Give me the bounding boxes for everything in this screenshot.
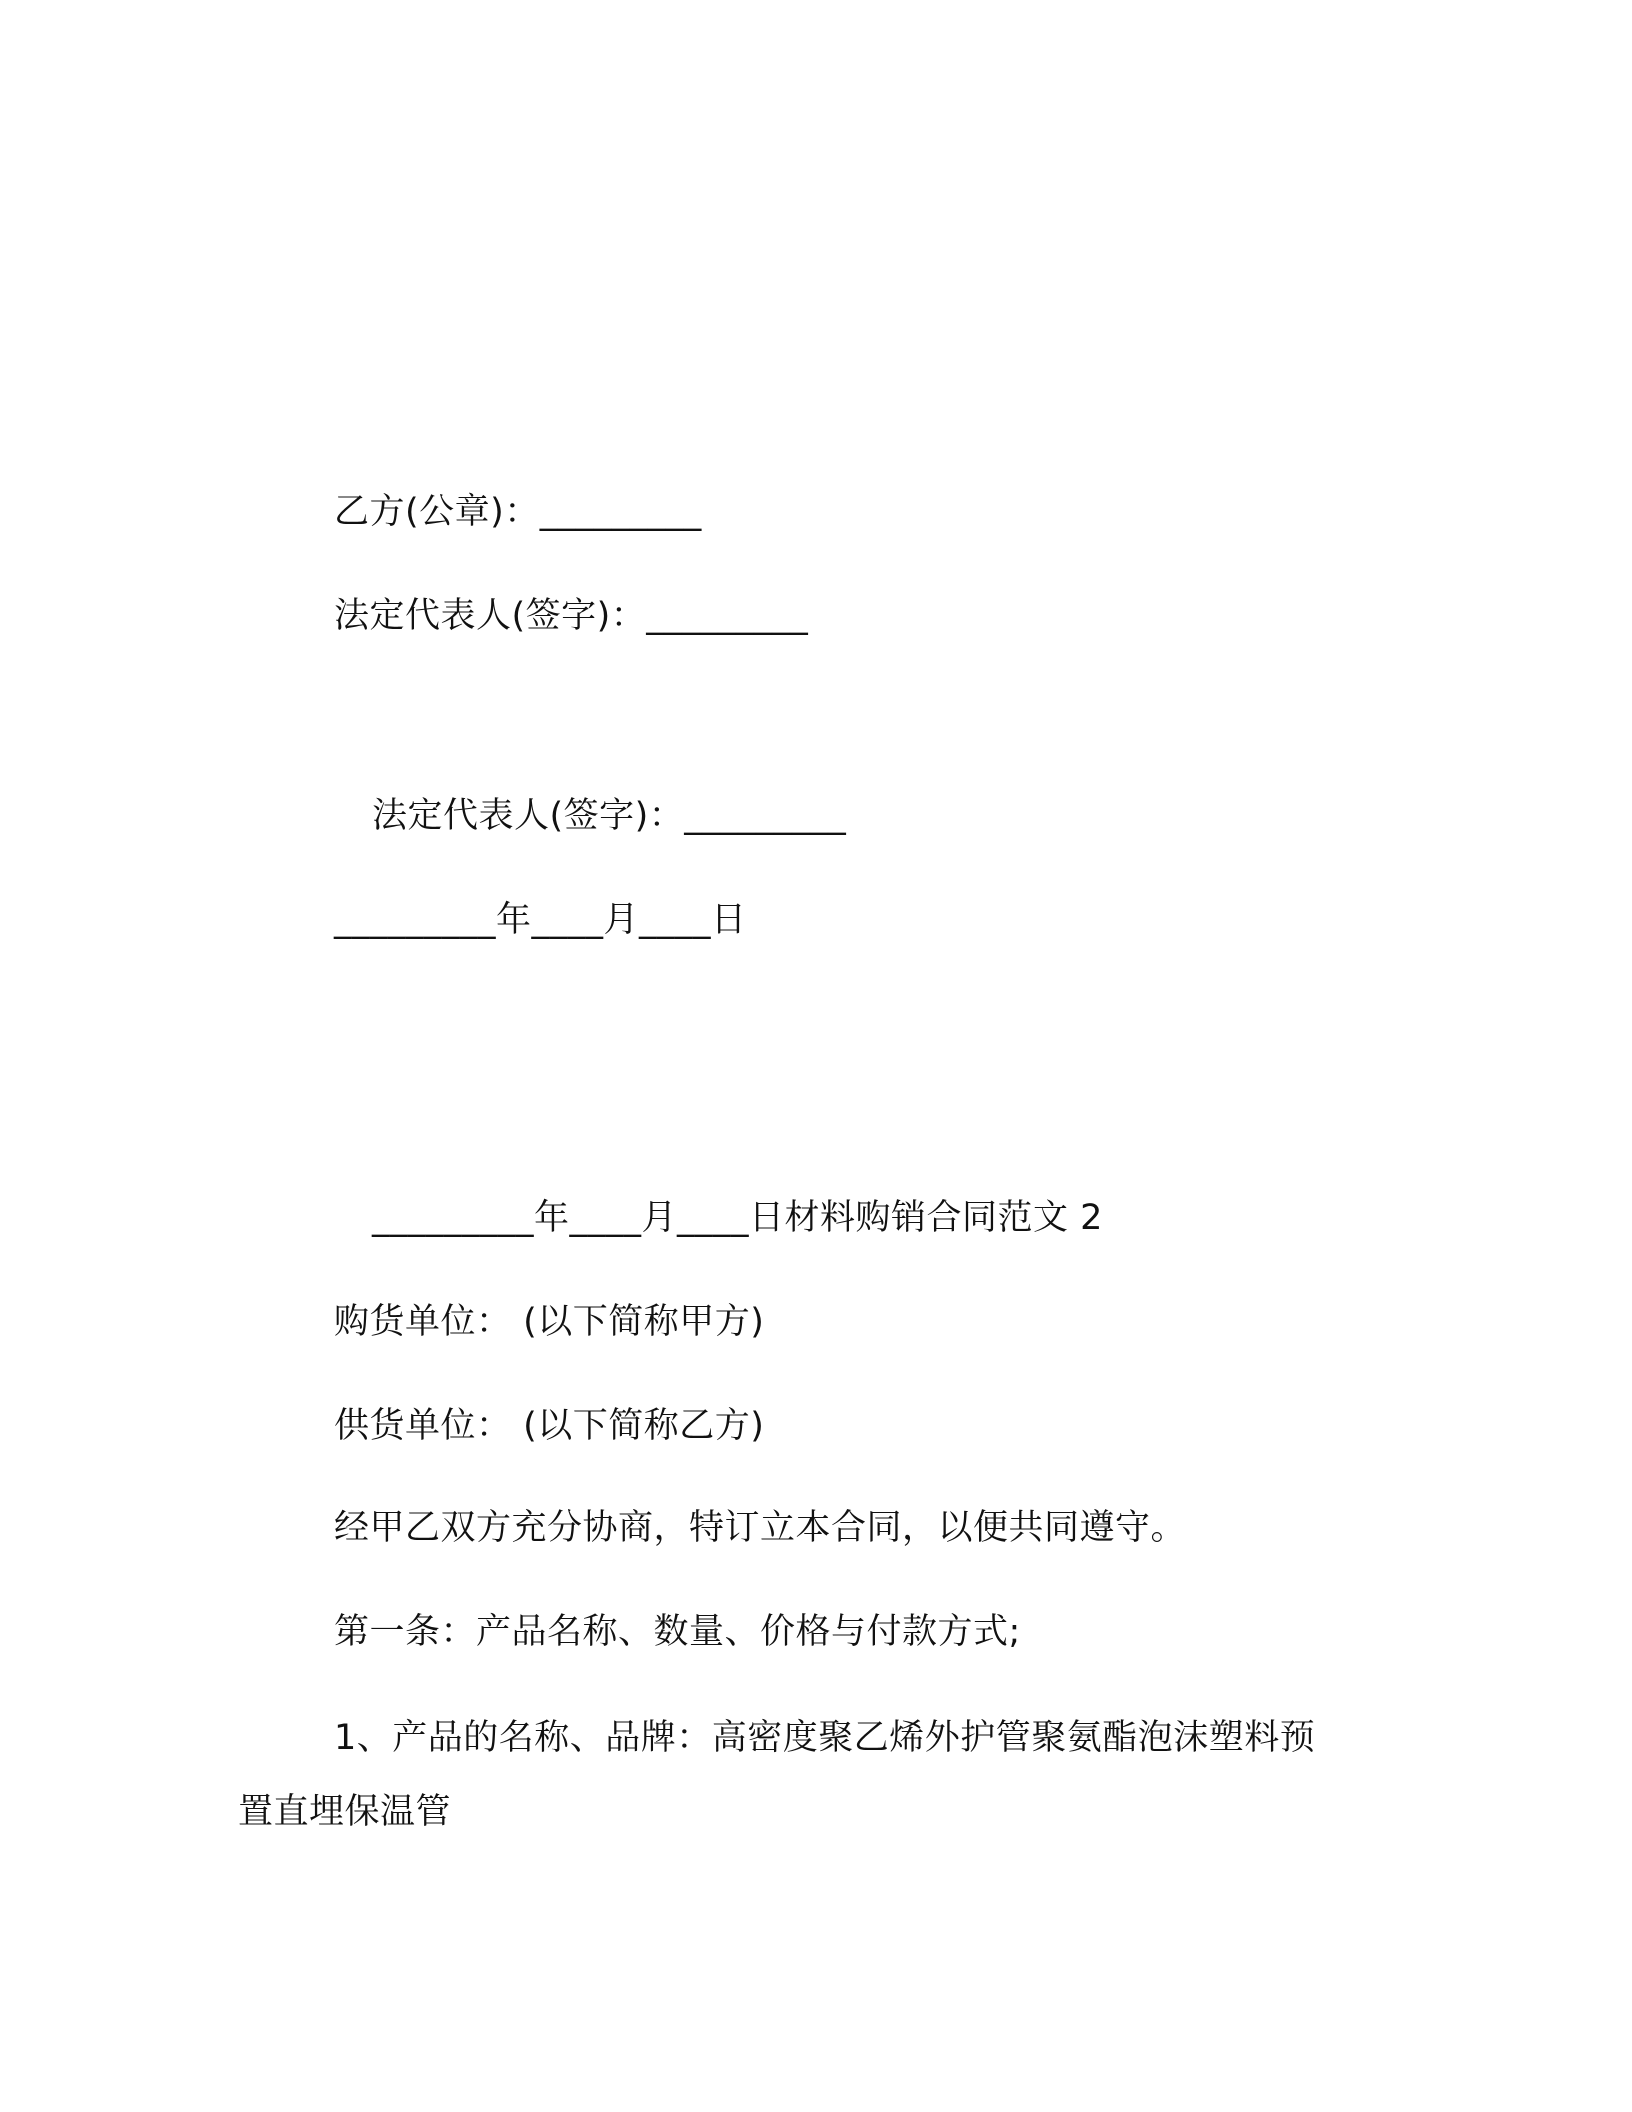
contract-title-line: _________年____月____日材料购销合同范文 2	[372, 1198, 1103, 1238]
party-b-representative-line: 法定代表人(签字)：_________	[334, 596, 809, 636]
representative-signature-line: 法定代表人(签字)：_________	[372, 796, 847, 836]
article-one-heading: 第一条：产品名称、数量、价格与付款方式;	[334, 1612, 1021, 1652]
supplier-unit-line: 供货单位： (以下简称乙方)	[334, 1406, 765, 1446]
date-line: _________年____月____日	[334, 900, 747, 940]
product-name-paragraph-continuation: 置直埋保温管	[238, 1792, 452, 1832]
party-b-seal-line: 乙方(公章)：_________	[334, 492, 702, 532]
buyer-unit-line: 购货单位： (以下简称甲方)	[334, 1302, 765, 1342]
agreement-paragraph: 经甲乙双方充分协商，特订立本合同，以便共同遵守。	[334, 1508, 1187, 1548]
product-name-paragraph: 1、产品的名称、品牌：高密度聚乙烯外护管聚氨酯泡沫塑料预	[334, 1718, 1316, 1758]
